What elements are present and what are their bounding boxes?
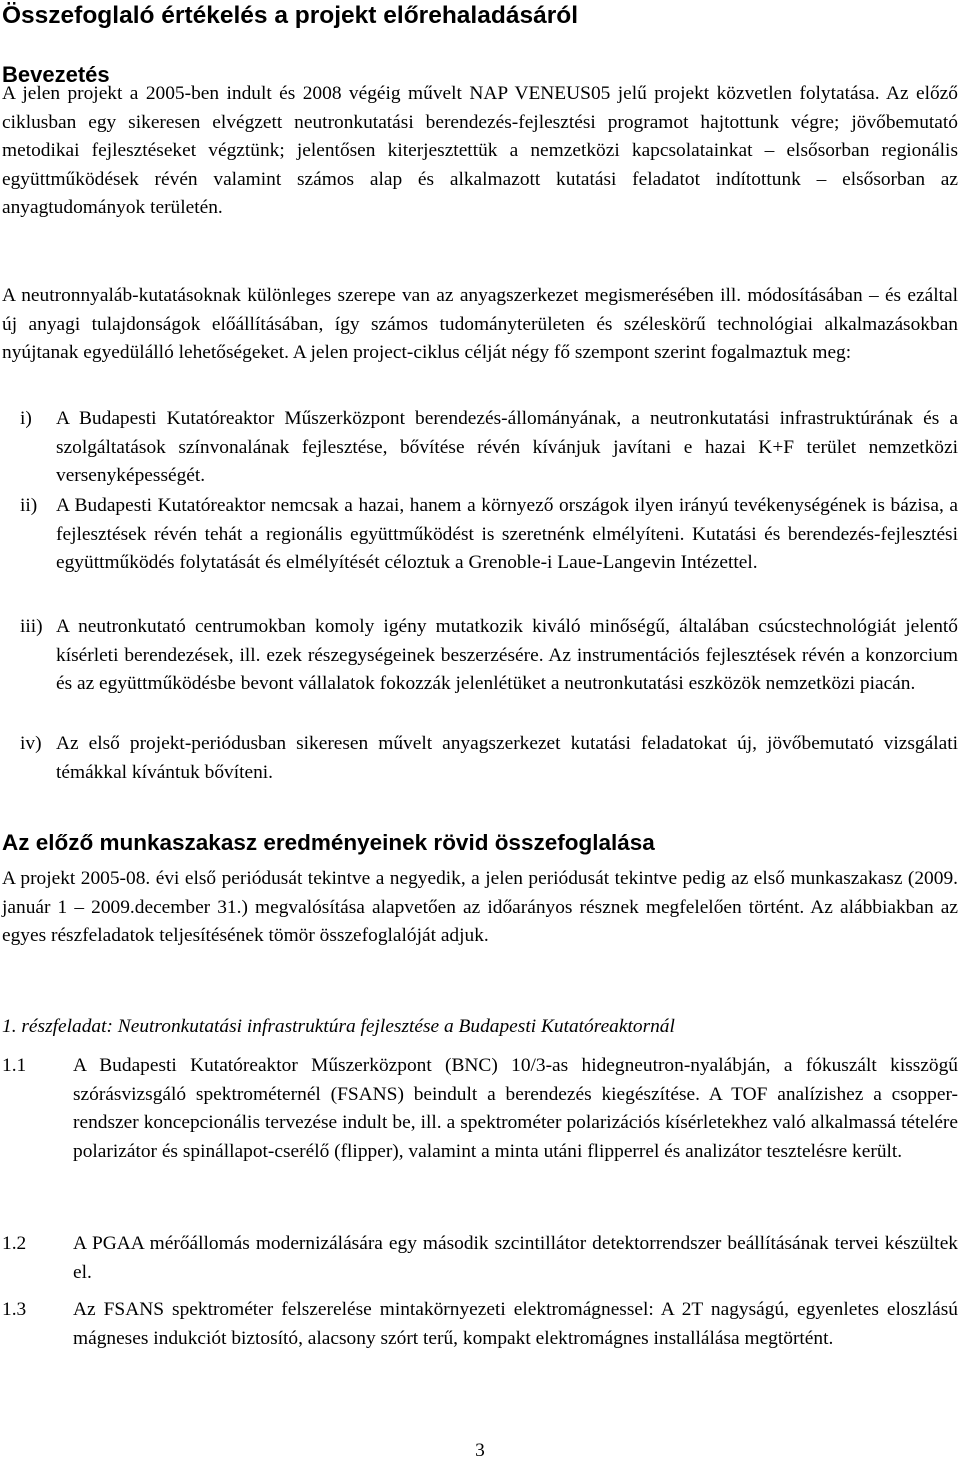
summary-paragraph: A projekt 2005-08. évi első periódusát tekintve a negyedik, a jelen periódusát tekintve pedig az első munkaszakasz (2009. január 1 – 2009.december 31.) megvalósítása alapvetően az időarányos résznek megfelelően történt. Az alábbiakban az egyes részfeladatok teljesítésének tömör összefoglalóját adjuk.	[2, 868, 958, 946]
item-number: 1.3	[2, 1299, 27, 1320]
list-item	[2, 730, 958, 787]
intro-heading: Bevezetés	[2, 62, 110, 87]
page-title: Összefoglaló értékelés a projekt előrehaladásáról	[2, 2, 579, 29]
list-item-text: A Budapesti Kutatóreaktor Műszerközpont berendezés-állományának, a neutronkutatási infrastruktúrának és a szolgáltatások színvonalának fejlesztése, bővítése révén kívánjuk javítani e hazai K+F terület nemzetközi versenyképességét.	[56, 408, 958, 486]
intro-paragraph-2: A neutronnyaláb-kutatásoknak különleges szerepe van az anyagszerkezet megismerésében ill. módosításában – és ezáltal új anyagi tulajdonságok előállításában, így számos tudományterületen és széleskörű technológiai alkalmazásokban nyújtanak egyedülálló lehetőségeket. A jelen project-ciklus célját négy fő szempont szerint fogalmaztuk meg:	[2, 285, 958, 363]
subtask-heading: 1. részfeladat: Neutronkutatási infrastruktúra fejlesztése a Budapesti Kutatóreaktornál	[2, 1016, 675, 1037]
summary-heading: Az előző munkaszakasz eredményeinek rövid összefoglalása	[2, 830, 655, 855]
list-item-text: A Budapesti Kutatóreaktor nemcsak a hazai, hanem a környező országok ilyen irányú tevékenységének is bázisa, a fejlesztések révén tehát a regionális együttműködést is szeretnénk elmélyíteni. Kutatási és berendezés-fejlesztési együttműködés folytatását és elmélyítését céloztuk a Grenoble-i Laue-Langevin Intézettel.	[56, 495, 958, 573]
page-number: 3	[475, 1440, 485, 1461]
list-marker: i)	[20, 408, 32, 429]
list-marker: ii)	[20, 495, 38, 516]
list-item-text: A neutronkutató centrumokban komoly igény mutatkozik kiváló minőségű, általában csúcstechnológiát jelentő kísérleti berendezések, ill. ezek részegységeinek beszerzésére. Az instrumentációs fejlesztések révén a konzorcium és az együttműködésbe bevont vállalatok fokozzák jelenlétüket a neutronkutatási eszközök nemzetközi piacán.	[56, 616, 958, 694]
intro-paragraph-1: A jelen projekt a 2005-ben indult és 2008 végéig művelt NAP VENEUS05 jelű projekt közvetlen folytatása. Az előző ciklusban egy sikeresen elvégzett neutronkutatási berendezés-fejlesztési programot hajtottunk végre; jövőbemutató metodikai fejlesztéseket végztünk; jelentősen kiterjesztettük a nemzetközi kapcsolatainkat – elsősorban regionális együttműködések révén valamint számos alap és alkalmazott kutatási feladatot indítottunk – elsősorban az anyagtudományok területén.	[2, 83, 958, 218]
list-item	[2, 405, 958, 491]
list-item	[2, 613, 958, 699]
list-item	[2, 492, 958, 578]
list-marker: iii)	[20, 616, 43, 637]
item-number: 1.1	[2, 1055, 27, 1076]
item-text: A PGAA mérőállomás modernizálására egy második szcintillátor detektorrendszer beállításának tervei készültek el.	[73, 1233, 958, 1283]
item-number: 1.2	[2, 1233, 27, 1254]
list-marker: iv)	[20, 733, 42, 754]
item-text: A Budapesti Kutatóreaktor Műszerközpont (BNC) 10/3-as hidegneutron-nyalábján, a fókuszált kisszögű szórásvizsgáló spektrométernél (FSANS) beindult a berendezés kiegészítése. A TOF analízishez a csopper-rendszer koncepcionális tervezése indult be, ill. a spektrométer polarizációs kísérletekhez való alkalmassá tételére polarizátor és spinállapot-cserélő (flipper), valamint a minta utáni flipperrel és analizátor tesztelésre került.	[73, 1055, 958, 1162]
numbered-item	[2, 1230, 958, 1287]
numbered-item	[2, 1296, 958, 1353]
list-item-text: Az első projekt-periódusban sikeresen művelt anyagszerkezet kutatási feladatokat új, jövőbemutató vizsgálati témákkal kívántuk bővíteni.	[56, 733, 958, 783]
numbered-item	[2, 1052, 958, 1166]
item-text: Az FSANS spektrométer felszerelése mintakörnyezeti elektromágnessel: A 2T nagyságú, egyenletes eloszlású mágneses indukciót biztosító, alacsony szórt terű, kompakt elektromágnes installálása megtörtént.	[73, 1299, 958, 1349]
